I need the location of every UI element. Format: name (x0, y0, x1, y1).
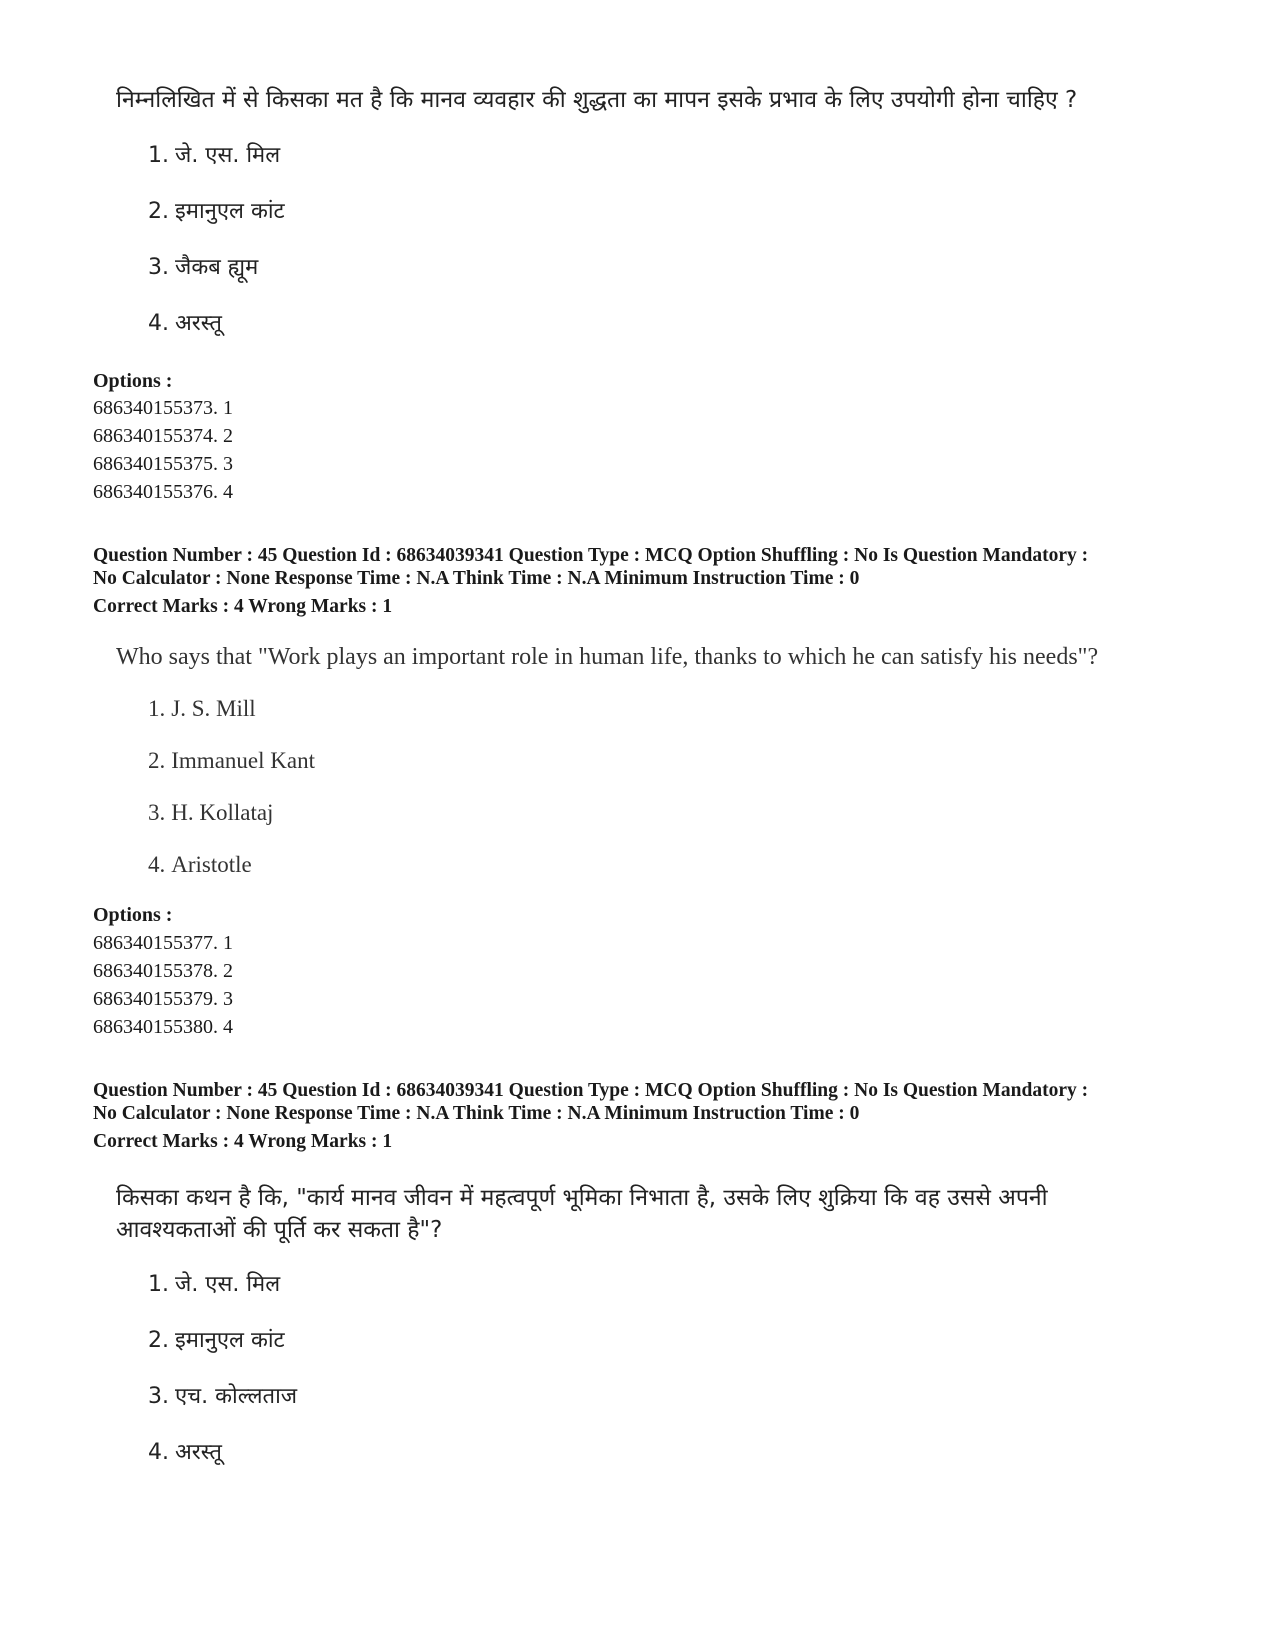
options-heading: Options : (93, 904, 173, 926)
option-id: 686340155380. 4 (93, 1016, 233, 1038)
question-meta-line-2: No Calculator : None Response Time : N.A Think Time : N.A Minimum Instruction Time : 0 (93, 568, 860, 589)
option-id: 686340155378. 2 (93, 960, 233, 982)
choice-2: 2. इमानुएल कांट (148, 199, 285, 224)
choice-3: 3. जैकब ह्यूम (148, 255, 259, 280)
choice-3: 3. H. Kollataj (148, 800, 274, 825)
choice-4: 4. अरस्तू (148, 1440, 222, 1465)
choice-1: 1. जे. एस. मिल (148, 143, 281, 168)
question-meta-line-1: Question Number : 45 Question Id : 68634039341 Question Type : MCQ Option Shuffling : No Is Question Mandatory : (93, 545, 1089, 566)
option-id: 686340155377. 1 (93, 932, 233, 954)
option-id: 686340155379. 3 (93, 988, 233, 1010)
option-id: 686340155374. 2 (93, 425, 233, 447)
question-text-line-1: किसका कथन है कि, "कार्य मानव जीवन में महत्वपूर्ण भूमिका निभाता है, उसके लिए शुक्रिया कि वह उससे अपनी (116, 1185, 1048, 1211)
question-meta-line-2: No Calculator : None Response Time : N.A Think Time : N.A Minimum Instruction Time : 0 (93, 1103, 860, 1124)
question-text-line-2: आवश्यकताओं की पूर्ति कर सकता है"? (116, 1217, 443, 1243)
option-id: 686340155376. 4 (93, 481, 233, 503)
choice-3: 3. एच. कोल्लताज (148, 1384, 298, 1409)
choice-2: 2. इमानुएल कांट (148, 1328, 285, 1353)
question-marks: Correct Marks : 4 Wrong Marks : 1 (93, 1131, 393, 1152)
choice-2: 2. Immanuel Kant (148, 748, 315, 773)
choice-4: 4. Aristotle (148, 852, 252, 877)
choice-4: 4. अरस्तू (148, 311, 222, 336)
question-text: निम्नलिखित में से किसका मत है कि मानव व्यवहार की शुद्धता का मापन इसके प्रभाव के लिए उपयोगी होना चाहिए ? (116, 87, 1078, 113)
question-marks: Correct Marks : 4 Wrong Marks : 1 (93, 596, 393, 617)
option-id: 686340155373. 1 (93, 397, 233, 419)
choice-1: 1. जे. एस. मिल (148, 1272, 281, 1297)
options-heading: Options : (93, 370, 173, 392)
question-meta-line-1: Question Number : 45 Question Id : 68634039341 Question Type : MCQ Option Shuffling : No Is Question Mandatory : (93, 1080, 1089, 1101)
option-id: 686340155375. 3 (93, 453, 233, 475)
choice-1: 1. J. S. Mill (148, 696, 256, 721)
question-text: Who says that "Work plays an important role in human life, thanks to which he can satisfy his needs"? (116, 644, 1099, 670)
